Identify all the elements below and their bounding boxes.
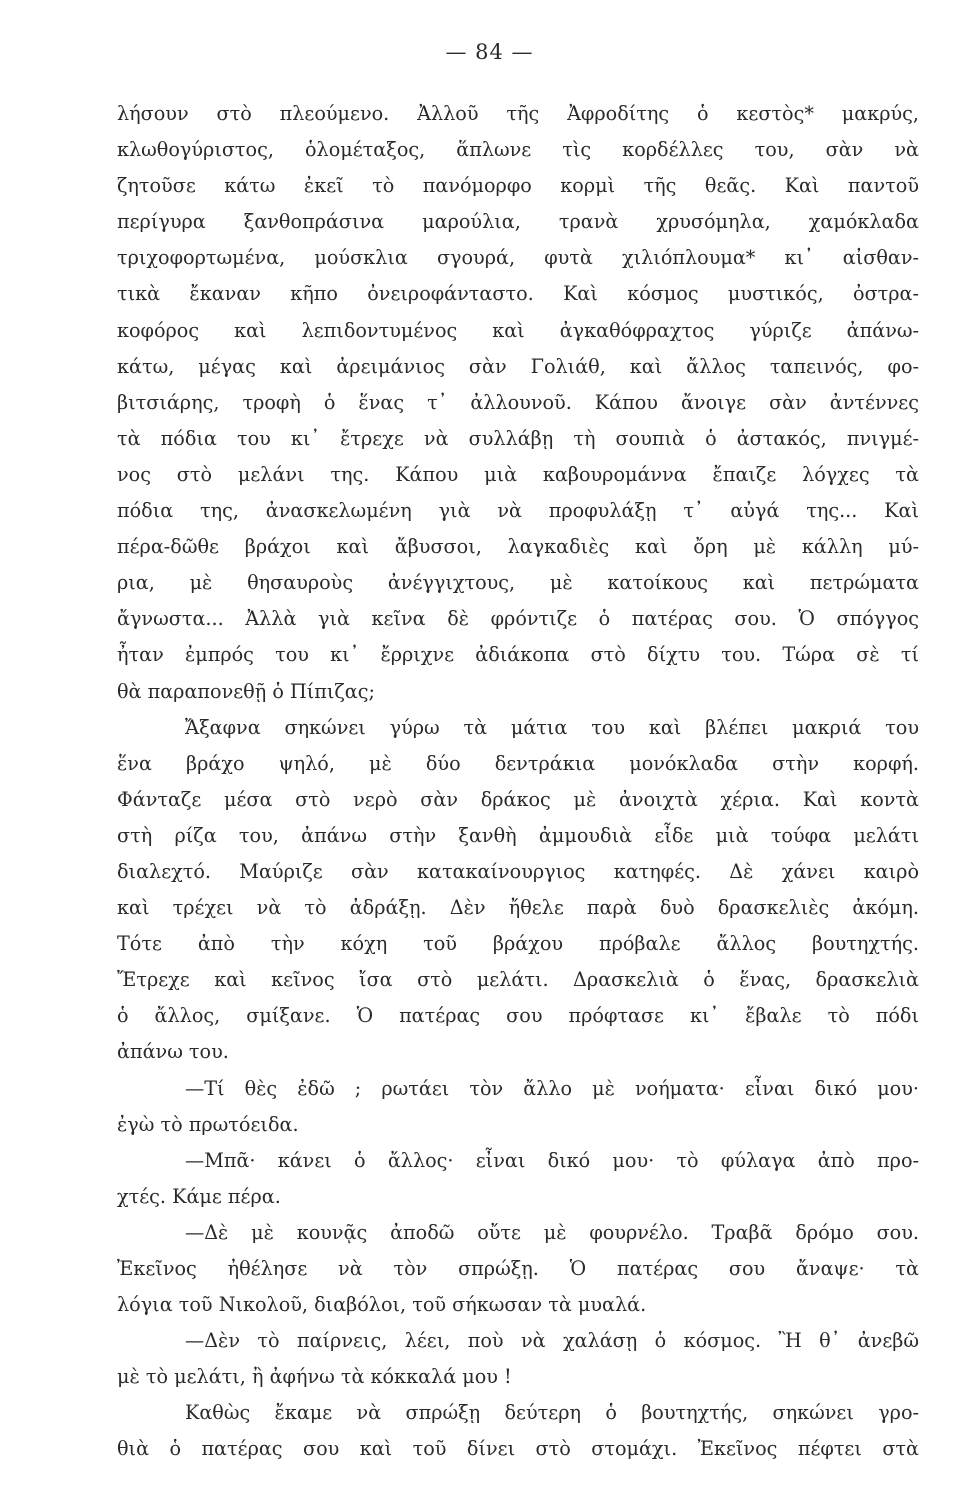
- text-line: Φάνταζε μέσα στὸ νερὸ σὰν δράκος μὲ ἀνοιχτὰ χέρια. Καὶ κοντὰ: [117, 787, 919, 811]
- text-line: —Δὲ μὲ κουνᾷς ἀποδῶ οὔτε μὲ φουρνέλο. Τραβᾶ δρόμο σου.: [185, 1220, 919, 1244]
- text-line: κάτω, μέγας καὶ ἀρειμάνιος σὰν Γολιάθ, καὶ ἄλλος ταπεινός, φο-: [117, 354, 919, 378]
- page-number: — 84 —: [445, 40, 534, 64]
- text-line: στὴ ρίζα του, ἀπάνω στὴν ξανθὴ ἀμμουδιὰ εἶδε μιὰ τούφα μελάτι: [117, 823, 919, 847]
- text-line: Ἔτρεχε καὶ κεῖνος ἴσα στὸ μελάτι. Δρασκελιὰ ὁ ἕνας, δρασκελιὰ: [117, 968, 919, 992]
- text-line: βιτσιάρης, τροφὴ ὁ ἕνας τ᾽ ἀλλουνοῦ. Κάπου ἄνοιγε σὰν ἀντέννες: [117, 390, 919, 414]
- text-line: Καθὼς ἔκαμε νὰ σπρώξῃ δεύτερη ὁ βουτηχτής, σηκώνει γρο-: [185, 1401, 919, 1425]
- text-line: λόγια τοῦ Νικολοῦ, διαβόλοι, τοῦ σήκωσαν τὰ μυαλά.: [117, 1293, 647, 1317]
- text-line: ὁ ἄλλος, σμίξανε. Ὁ πατέρας σου πρόφτασε κι᾽ ἔβαλε τὸ πόδι: [117, 1004, 919, 1028]
- text-line: —Τί θὲς ἐδῶ ; ρωτάει τὸν ἄλλο μὲ νοήματα· εἶναι δικό μου·: [185, 1076, 919, 1100]
- text-line: ἐγὼ τὸ πρωτόειδα.: [117, 1112, 299, 1136]
- text-line: ἕνα βράχο ψηλό, μὲ δύο δεντράκια μονόκλαδα στὴν κορφή.: [117, 751, 919, 775]
- text-line: πόδια της, ἀνασκελωμένη γιὰ νὰ προφυλάξῃ τ᾽ αὐγά της... Καὶ: [117, 499, 919, 523]
- text-line: —Δὲν τὸ παίρνεις, λέει, ποὺ νὰ χαλάσῃ ὁ κόσμος. Ἢ θ᾽ ἀνεβῶ: [185, 1329, 919, 1353]
- text-line: ἦταν ἐμπρός του κι᾽ ἔρριχνε ἀδιάκοπα στὸ δίχτυ του. Τώρα σὲ τί: [117, 643, 919, 667]
- text-line: θὰ παραπονεθῇ ὁ Πίπιζας;: [117, 679, 375, 703]
- text-line: περίγυρα ξανθοπράσινα μαρούλια, τρανὰ χρυσόμηλα, χαμόκλαδα: [117, 210, 919, 234]
- text-line: —Μπᾶ· κάνει ὁ ἄλλος· εἶναι δικό μου· τὸ φύλαγα ἀπὸ προ-: [185, 1148, 919, 1172]
- text-line: Ἐκεῖνος ἠθέλησε νὰ τὸν σπρώξῃ. Ὁ πατέρας σου ἄναψε· τὰ: [117, 1257, 919, 1280]
- text-line: κοφόρος καὶ λεπιδοντυμένος καὶ ἀγκαθόφραχτος γύριζε ἀπάνω-: [117, 318, 919, 342]
- text-line: κλωθογύριστος, ὁλομέταξος, ἅπλωνε τὶς κορδέλλες του, σὰν νὰ: [117, 138, 919, 162]
- text-line: ἄγνωστα... Ἀλλὰ γιὰ κεῖνα δὲ φρόντιζε ὁ πατέρας σου. Ὁ σπόγγος: [117, 607, 919, 631]
- body-text: [117, 96, 919, 1468]
- text-line: χτές. Κάμε πέρα.: [117, 1184, 281, 1208]
- text-line: ρια, μὲ θησαυροὺς ἀνέγγιχτους, μὲ κατοίκους καὶ πετρώματα: [117, 571, 919, 595]
- text-line: τικὰ ἔκαναν κῆπο ὀνειροφάνταστο. Καὶ κόσμος μυστικός, ὀστρα-: [117, 282, 919, 306]
- text-line: διαλεχτό. Μαύριζε σὰν κατακαίνουργιος κατηφές. Δὲ χάνει καιρὸ: [117, 859, 919, 883]
- text-line: μὲ τὸ μελάτι, ἢ ἀφήνω τὰ κόκκαλά μου !: [117, 1365, 512, 1389]
- text-line: λήσουν στὸ πλεούμενο. Ἀλλοῦ τῆς Ἀφροδίτης ὁ κεστὸς* μακρύς,: [117, 102, 919, 125]
- text-line: πέρα-δῶθε βράχοι καὶ ἄβυσσοι, λαγκαδιὲς καὶ ὄρη μὲ κάλλη μύ-: [117, 535, 919, 559]
- text-line: τριχοφορτωμένα, μούσκλια σγουρά, φυτὰ χιλιόπλουμα* κι᾽ αἰσθαν-: [117, 246, 919, 270]
- text-line: ἀπάνω του.: [117, 1040, 229, 1064]
- text-line: θιὰ ὁ πατέρας σου καὶ τοῦ δίνει στὸ στομάχι. Ἐκεῖνος πέφτει στὰ: [117, 1437, 919, 1461]
- text-line: ζητοῦσε κάτω ἐκεῖ τὸ πανόμορφο κορμὶ τῆς θεᾶς. Καὶ παντοῦ: [117, 174, 919, 198]
- text-line: τὰ πόδια του κι᾽ ἔτρεχε νὰ συλλάβῃ τὴ σουπιὰ ὁ ἀστακός, πνιγμέ-: [117, 426, 919, 450]
- text-line: Ἄξαφνα σηκώνει γύρω τὰ μάτια του καὶ βλέπει μακριά του: [185, 715, 919, 739]
- text-line: Τότε ἀπὸ τὴν κόχη τοῦ βράχου πρόβαλε ἄλλος βουτηχτής.: [117, 932, 919, 956]
- text-line: καὶ τρέχει νὰ τὸ ἀδράξῃ. Δὲν ἤθελε παρὰ δυὸ δρασκελιὲς ἀκόμη.: [117, 896, 919, 920]
- text-line: νος στὸ μελάνι της. Κάπου μιὰ καβουρομάννα ἔπαιζε λόγχες τὰ: [117, 462, 919, 486]
